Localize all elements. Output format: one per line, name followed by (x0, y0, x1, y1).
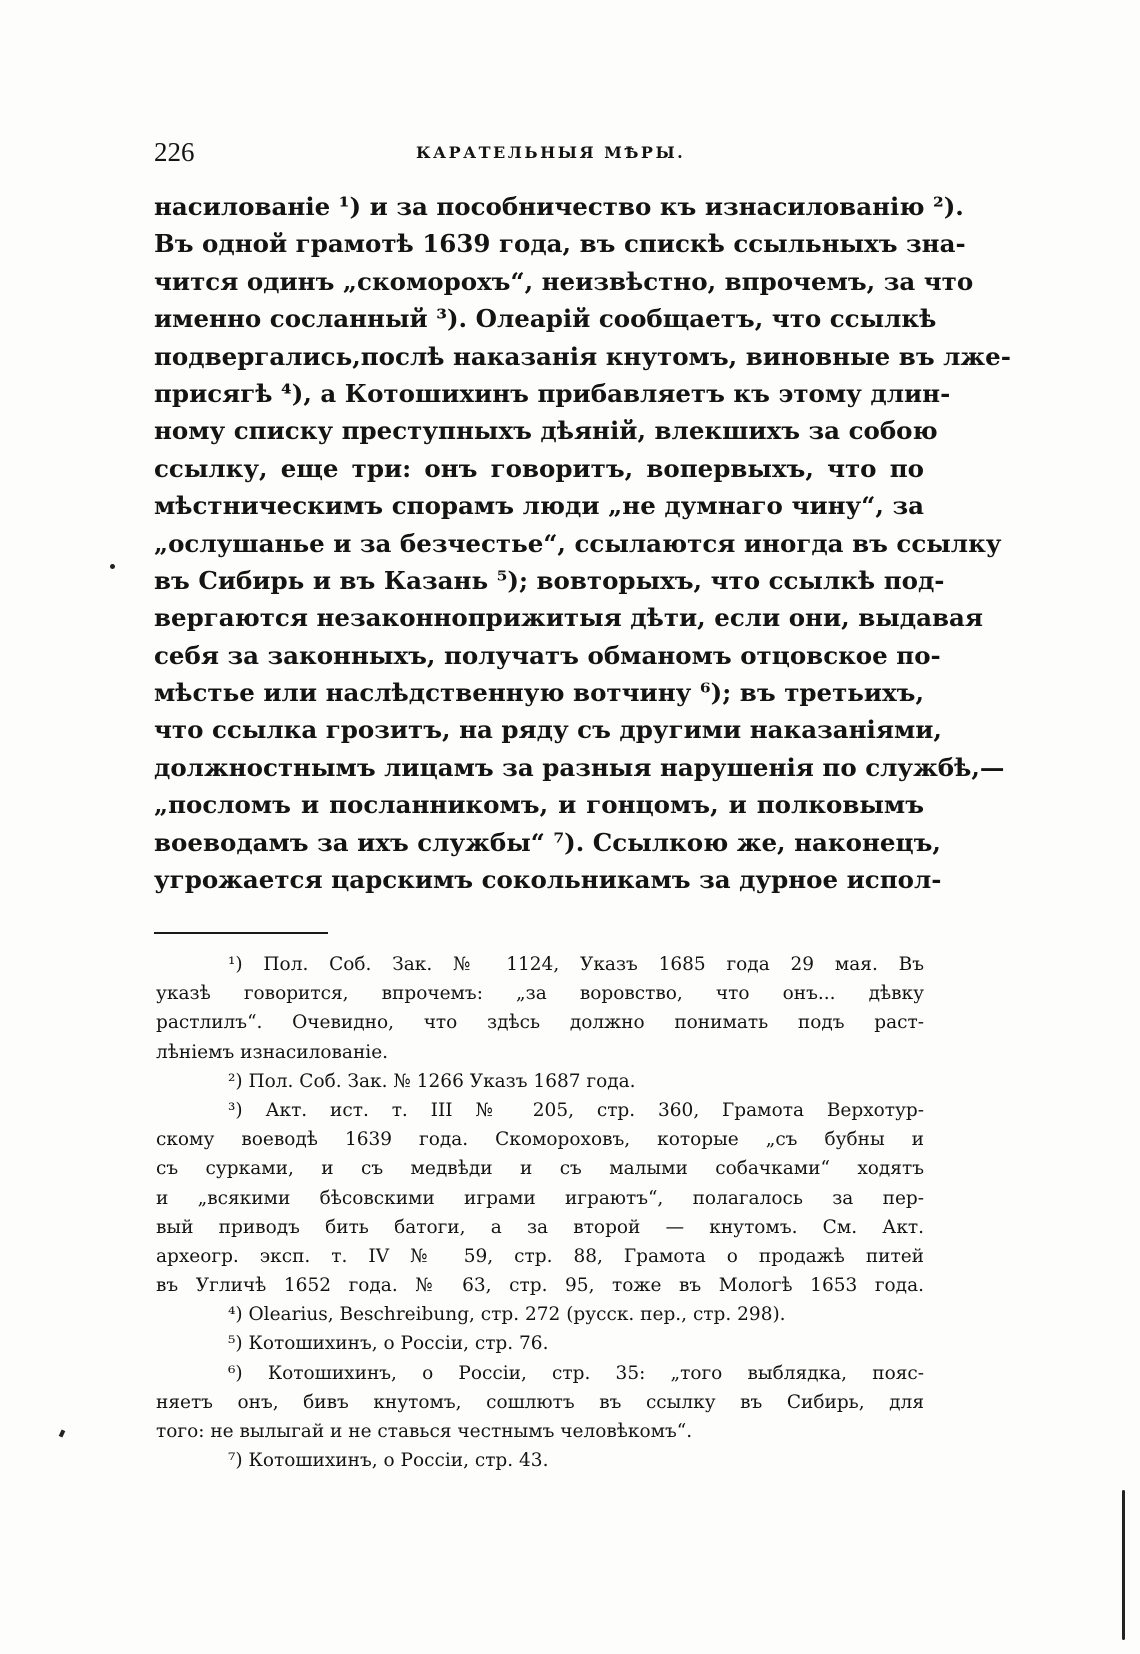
footnote-line: и „всякими бѣсовскими играми играютъ“, полагалось за пер- (156, 1187, 924, 1209)
footnote-line: ⁵) Котошихинъ, о Россіи, стр. 76. (228, 1333, 549, 1355)
footnote-line: ⁴) Olearius, Beschreibung, стр. 272 (русск. пер., стр. 298). (228, 1304, 786, 1326)
footnote-line: въ Угличѣ 1652 года. № 63, стр. 95, тоже въ Мологѣ 1653 года. (156, 1275, 924, 1297)
body-line: „ослушанье и за безчестье“, ссылаются иногда въ ссылку (154, 528, 1002, 558)
footnote-line: ³) Акт. ист. т. III № 205, стр. 360, Грамота Верхотур- (228, 1099, 924, 1121)
footnote-line: няетъ онъ, бивъ кнутомъ, сошлютъ въ ссылку въ Сибирь, для (156, 1391, 924, 1413)
footnote-line: ²) Пол. Соб. Зак. № 1266 Указъ 1687 года. (228, 1070, 636, 1092)
body-line: присягѣ ⁴), а Котошихинъ прибавляетъ къ этому длин- (154, 378, 951, 408)
page-number: 226 (154, 137, 195, 167)
body-line: чится одинъ „скоморохъ“, неизвѣстно, впрочемъ, за что (154, 266, 974, 296)
footnote-line: ⁷) Котошихинъ, о Россіи, стр. 43. (228, 1450, 549, 1472)
scan-speck (110, 564, 115, 569)
footnotes (156, 950, 924, 1475)
body-line: подвергались,послѣ наказанія кнутомъ, виновные въ лже- (154, 341, 1011, 371)
body-line: воеводамъ за ихъ службы“ ⁷). Ссылкою же, наконецъ, (154, 827, 941, 857)
body-line: мѣстническимъ спорамъ люди „не думнаго чину“, за (154, 491, 924, 521)
footnote-line: ¹) Пол. Соб. Зак. № 1124, Указъ 1685 года 29 мая. Въ (228, 954, 924, 975)
running-head: КАРАТЕЛЬНЫЯ МѢРЫ. (416, 143, 686, 162)
footnote-line: растлилъ“. Очевидно, что здѣсь должно понимать подъ раст- (156, 1012, 924, 1034)
body-line: насилованіе ¹) и за пособничество къ изнасилованію ²). (154, 192, 964, 221)
page-header (154, 137, 924, 177)
body-line: Въ одной грамотѣ 1639 года, въ спискѣ ссыльныхъ зна- (154, 229, 966, 259)
footnote-line: археогр. эксп. т. IV № 59, стр. 88, Грамота о продажѣ питей (156, 1245, 924, 1267)
footnote-rule (154, 932, 328, 934)
main-text (154, 188, 1011, 898)
body-line: мѣстье или наслѣдственную вотчину ⁶); въ третьихъ, (154, 678, 924, 708)
body-line: вергаются незаконноприжитыя дѣти, если они, выдавая (154, 603, 984, 633)
footnote-line: съ сурками, и съ медвѣди и съ малыми собачками“ ходятъ (156, 1158, 924, 1180)
body-line: въ Сибирь и въ Казань ⁵); вовторыхъ, что ссылкѣ под- (154, 565, 945, 595)
scan-speck (59, 1429, 66, 1437)
body-line: ному списку преступныхъ дѣяній, влекшихъ за собою (154, 416, 938, 446)
footnote-line: вый приводъ бить батоги, а за второй — кнутомъ. См. Акт. (156, 1216, 924, 1238)
body-line: должностнымъ лицамъ за разныя нарушенія по службѣ,— (154, 752, 1005, 782)
body-line: себя за законныхъ, получатъ обманомъ отцовское по- (154, 640, 941, 670)
body-line: ссылку, еще три: онъ говоритъ, вопервыхъ, что по (154, 453, 924, 483)
footnote-line: скому воеводѣ 1639 года. Скомороховъ, которые „съ бубны и (156, 1129, 924, 1151)
footnote-line: того: не вылыгай и не ставься честнымъ человѣкомъ“. (156, 1421, 693, 1442)
footnote-line: лѣніемъ изнасилованіе. (156, 1041, 389, 1063)
body-line: „посломъ и посланникомъ, и гонцомъ, и полковымъ (154, 790, 924, 820)
footnote-line: ⁶) Котошихинъ, о Россіи, стр. 35: „того выблядка, пояс- (228, 1362, 924, 1384)
scan-edge-mark (1122, 1490, 1125, 1640)
body-line: что ссылка грозитъ, на ряду съ другими наказаніями, (154, 715, 942, 745)
footnote-line: указѣ говорится, впрочемъ: „за воровство, что онъ... дѣвку (156, 983, 924, 1005)
body-line: именно сосланный ³). Олеарій сообщаетъ, что ссылкѣ (154, 304, 937, 334)
body-line: угрожается царскимъ сокольникамъ за дурное испол- (154, 865, 942, 895)
